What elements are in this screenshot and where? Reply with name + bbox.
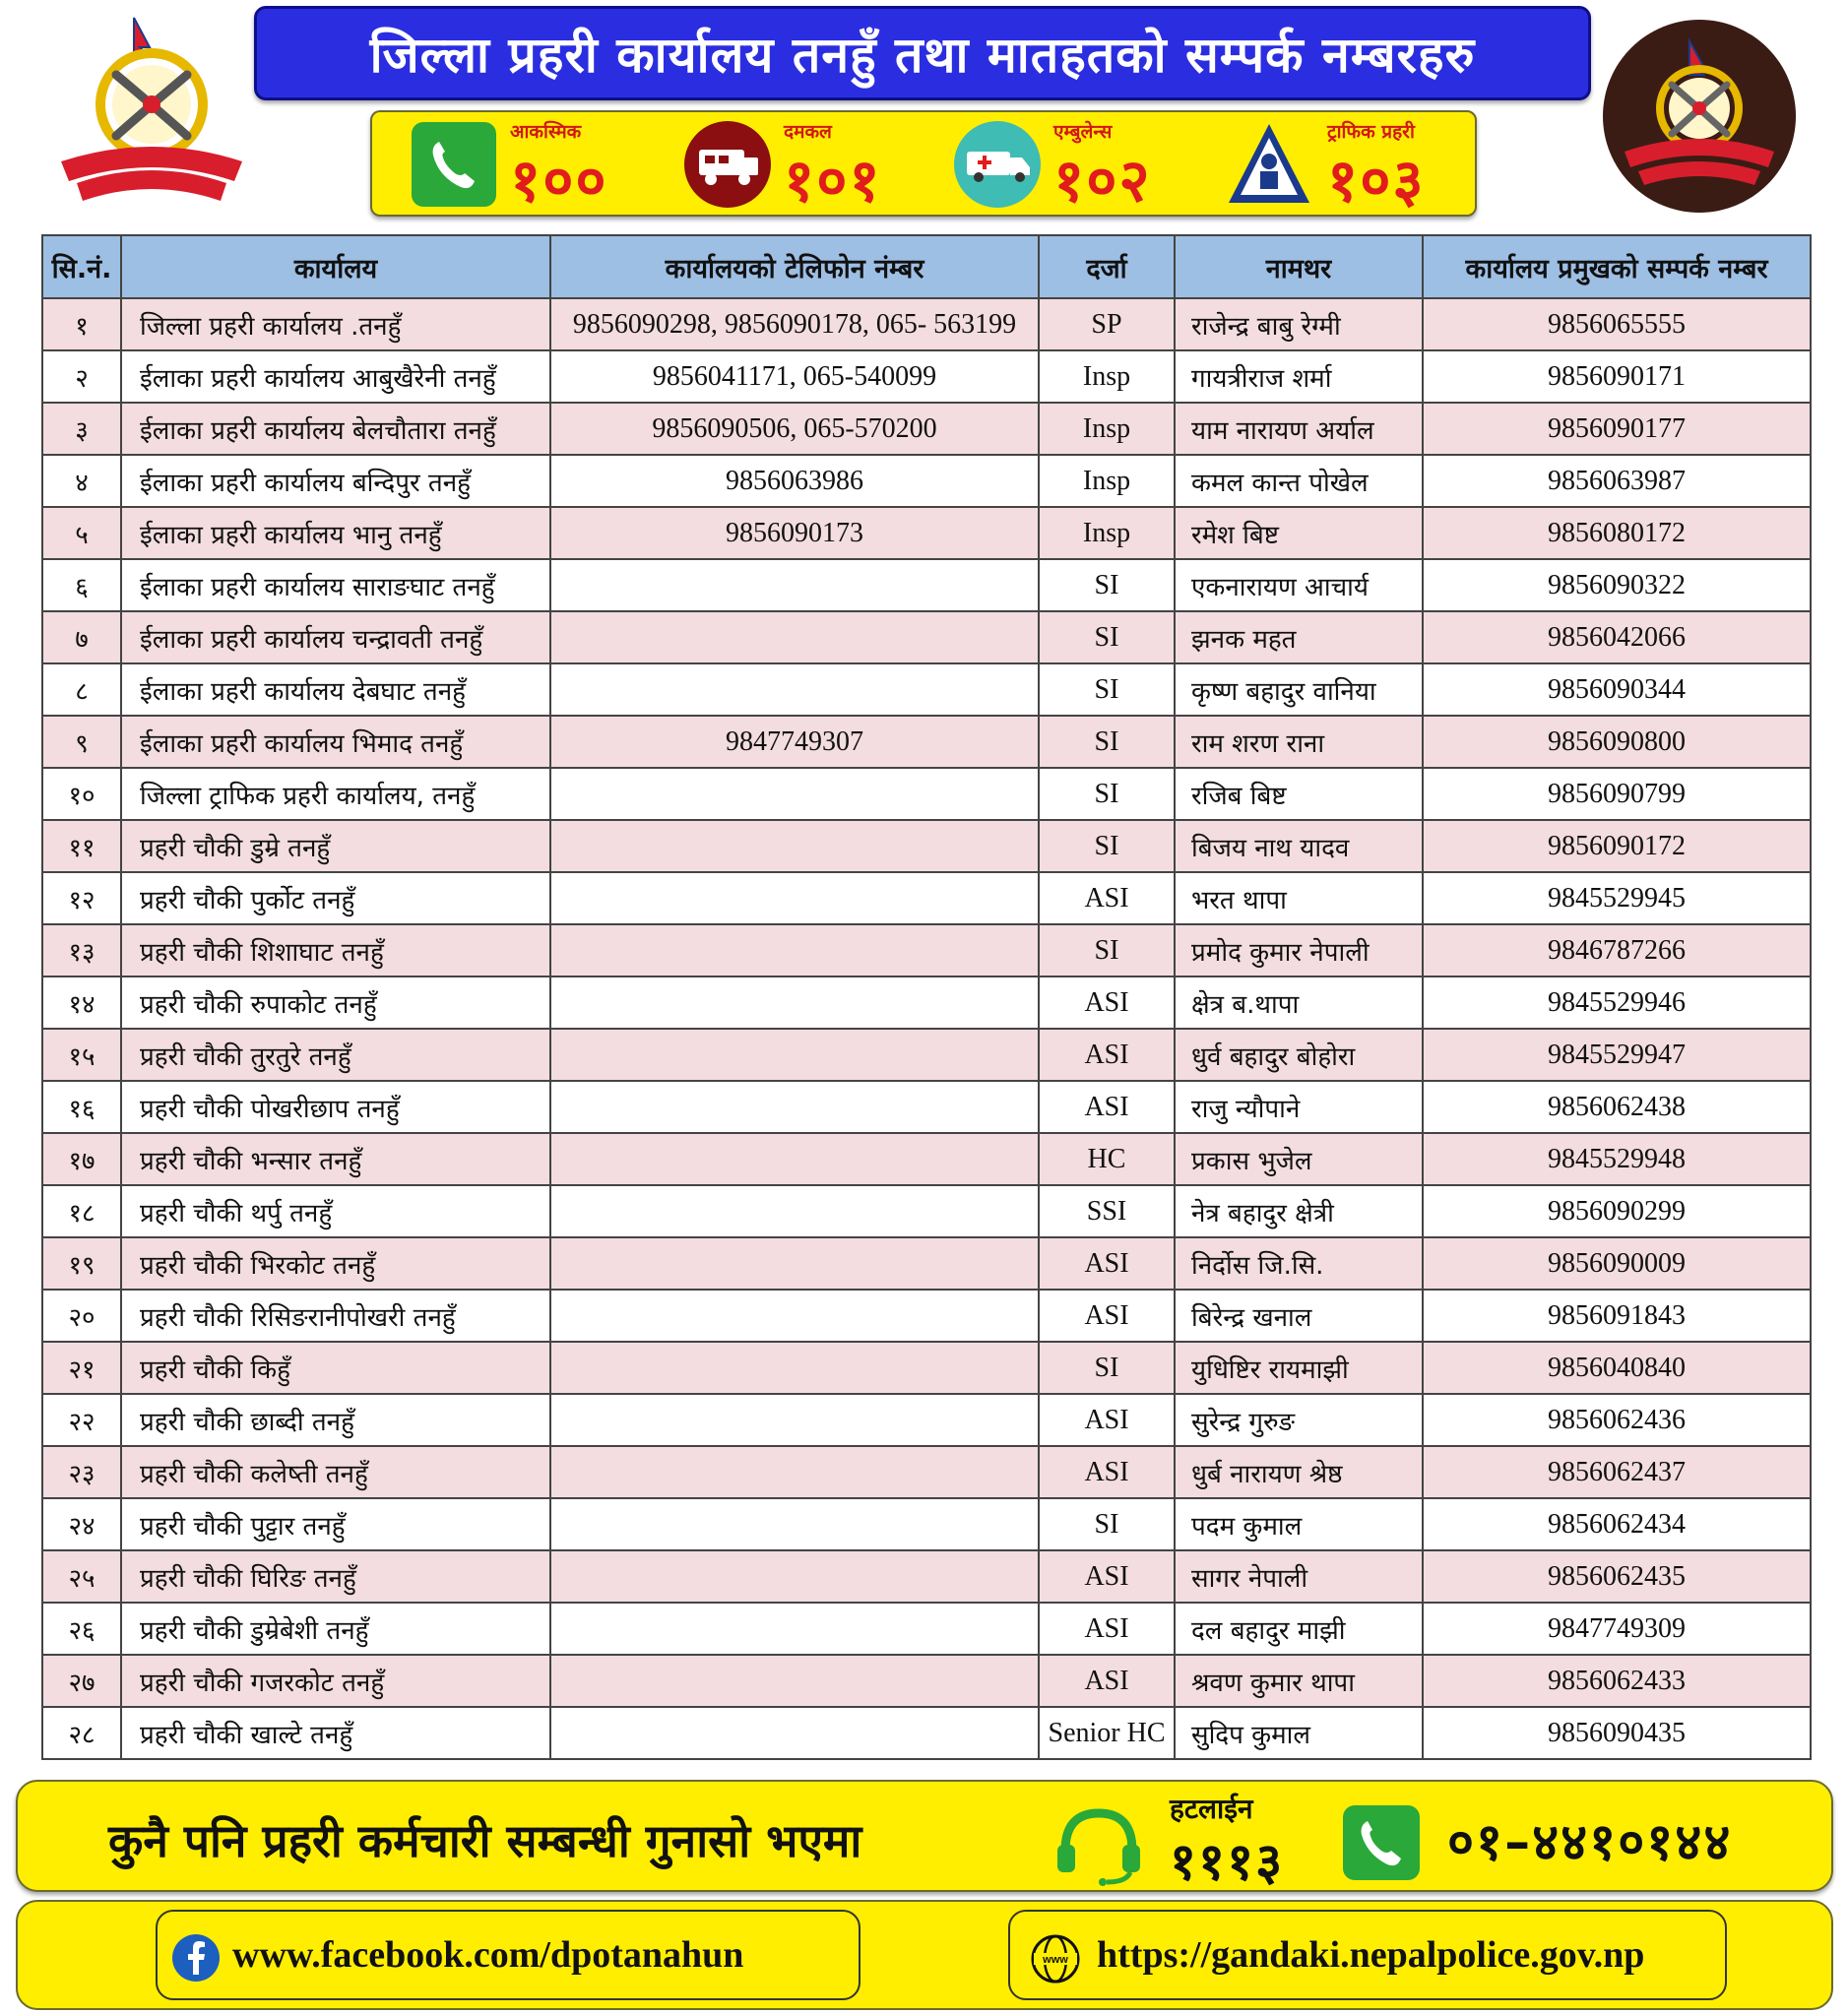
- table-row: [42, 611, 1811, 663]
- cell-office-phone[interactable]: [550, 1446, 1039, 1498]
- cell-office: प्रहरी चौकी पुर्कोट तनहुँ: [121, 872, 550, 924]
- cell-serial-number: २०: [42, 1290, 121, 1342]
- nepal-police-logo-right: [1599, 18, 1800, 215]
- cell-rank: SI: [1039, 663, 1175, 716]
- cell-name: भरत थापा: [1175, 872, 1423, 924]
- cell-office-phone[interactable]: [550, 1603, 1039, 1655]
- emergency-number: १००: [510, 147, 608, 216]
- cell-serial-number: १८: [42, 1185, 121, 1237]
- cell-serial-number: ८: [42, 663, 121, 716]
- cell-name: युधिष्टिर रायमाझी: [1175, 1342, 1423, 1394]
- cell-name: पदम कुमाल: [1175, 1498, 1423, 1550]
- column-header-office: कार्यालय: [121, 235, 550, 298]
- contact-table: [41, 234, 1812, 1760]
- cell-office-phone[interactable]: 9856090298, 9856090178, 065- 563199: [550, 298, 1039, 350]
- cell-serial-number: २६: [42, 1603, 121, 1655]
- cell-name: राम शरण राना: [1175, 716, 1423, 768]
- hotline-label: हटलाईन: [1170, 1793, 1253, 1825]
- cell-office-phone[interactable]: [550, 611, 1039, 663]
- cell-rank: Insp: [1039, 455, 1175, 507]
- cell-chief-contact[interactable]: 9856063987: [1423, 455, 1811, 507]
- table-row: [42, 1394, 1811, 1446]
- cell-chief-contact[interactable]: 9856090009: [1423, 1237, 1811, 1290]
- cell-name: निर्दोस जि.सि.: [1175, 1237, 1423, 1290]
- traffic-police-icon: [1225, 120, 1313, 209]
- cell-office: ईलाका प्रहरी कार्यालय देबघाट तनहुँ: [121, 663, 550, 716]
- website-link[interactable]: [1008, 1910, 1727, 2000]
- table-row: [42, 1133, 1811, 1185]
- cell-office: प्रहरी चौकी तुरतुरे तनहुँ: [121, 1029, 550, 1081]
- cell-office: प्रहरी चौकी छाब्दी तनहुँ: [121, 1394, 550, 1446]
- cell-chief-contact[interactable]: 9856040840: [1423, 1342, 1811, 1394]
- emergency-numbers-panel: [370, 110, 1477, 217]
- column-header-name: नामथर: [1175, 235, 1423, 298]
- cell-chief-contact[interactable]: 9845529947: [1423, 1029, 1811, 1081]
- cell-rank: SI: [1039, 1342, 1175, 1394]
- cell-chief-contact[interactable]: 9856065555: [1423, 298, 1811, 350]
- table-row: [42, 1550, 1811, 1603]
- cell-serial-number: १९: [42, 1237, 121, 1290]
- table-row: [42, 350, 1811, 403]
- emergency-label: ट्राफिक प्रहरी: [1327, 121, 1415, 143]
- table-row: [42, 1290, 1811, 1342]
- table-row: [42, 1707, 1811, 1759]
- table-row: [42, 507, 1811, 559]
- cell-chief-contact[interactable]: 9856062437: [1423, 1446, 1811, 1498]
- cell-name: एकनारायण आचार्य: [1175, 559, 1423, 611]
- column-header-rank: दर्जा: [1039, 235, 1175, 298]
- emergency-label: आकस्मिक: [510, 121, 582, 143]
- cell-serial-number: २१: [42, 1342, 121, 1394]
- cell-rank: SI: [1039, 820, 1175, 872]
- cell-office-phone[interactable]: [550, 1081, 1039, 1133]
- table-row: [42, 455, 1811, 507]
- cell-rank: SI: [1039, 716, 1175, 768]
- cell-office-phone[interactable]: [550, 1655, 1039, 1707]
- police-emblem-icon: [1599, 18, 1800, 215]
- ambulance-icon: [953, 120, 1042, 209]
- cell-rank: SI: [1039, 1498, 1175, 1550]
- cell-rank: Senior HC: [1039, 1707, 1175, 1759]
- cell-chief-contact[interactable]: 9856062433: [1423, 1655, 1811, 1707]
- cell-name: कृष्ण बहादुर वानिया: [1175, 663, 1423, 716]
- table-row: [42, 559, 1811, 611]
- table-row: [42, 924, 1811, 976]
- cell-chief-contact[interactable]: 9845529948: [1423, 1133, 1811, 1185]
- cell-serial-number: २७: [42, 1655, 121, 1707]
- emergency-number: १०३: [1327, 147, 1426, 216]
- table-row: [42, 1081, 1811, 1133]
- cell-rank: ASI: [1039, 1446, 1175, 1498]
- cell-name: बिजय नाथ यादव: [1175, 820, 1423, 872]
- cell-chief-contact[interactable]: 9856090172: [1423, 820, 1811, 872]
- cell-office: प्रहरी चौकी थर्पु तनहुँ: [121, 1185, 550, 1237]
- table-row: [42, 1446, 1811, 1498]
- cell-chief-contact[interactable]: 9847749309: [1423, 1603, 1811, 1655]
- table-row: [42, 976, 1811, 1029]
- facebook-url[interactable]: www.facebook.com/dpotanahun: [232, 1934, 744, 1976]
- contact-table-container: [41, 234, 1810, 1760]
- cell-name: राजु न्यौपाने: [1175, 1081, 1423, 1133]
- footer-links: [16, 1900, 1833, 2010]
- cell-chief-contact[interactable]: 9856042066: [1423, 611, 1811, 663]
- emergency-label: एम्बुलेन्स: [1053, 121, 1113, 143]
- police-emblem-icon: [47, 14, 256, 211]
- cell-office-phone[interactable]: [550, 820, 1039, 872]
- cell-office: प्रहरी चौकी पोखरीछाप तनहुँ: [121, 1081, 550, 1133]
- emergency-item[interactable]: [683, 112, 900, 219]
- column-header-sn: सि.नं.: [42, 235, 121, 298]
- cell-office-phone[interactable]: [550, 1498, 1039, 1550]
- cell-chief-contact[interactable]: 9856062436: [1423, 1394, 1811, 1446]
- cell-name: रजिब बिष्ट: [1175, 768, 1423, 820]
- cell-name: झनक महत: [1175, 611, 1423, 663]
- table-row: [42, 872, 1811, 924]
- cell-chief-contact[interactable]: 9856090435: [1423, 1707, 1811, 1759]
- cell-serial-number: ९: [42, 716, 121, 768]
- cell-name: राजेन्द्र बाबु रेग्मी: [1175, 298, 1423, 350]
- table-row: [42, 716, 1811, 768]
- grievance-banner: [16, 1780, 1833, 1892]
- cell-office-phone[interactable]: [550, 768, 1039, 820]
- cell-office-phone[interactable]: 9856041171, 065-540099: [550, 350, 1039, 403]
- cell-rank: ASI: [1039, 1394, 1175, 1446]
- cell-rank: SI: [1039, 559, 1175, 611]
- cell-name: दल बहादुर माझी: [1175, 1603, 1423, 1655]
- table-row: [42, 663, 1811, 716]
- cell-office-phone[interactable]: 9847749307: [550, 716, 1039, 768]
- table-body: [42, 298, 1811, 1759]
- cell-office: जिल्ला ट्राफिक प्रहरी कार्यालय, तनहुँ: [121, 768, 550, 820]
- cell-serial-number: ४: [42, 455, 121, 507]
- cell-serial-number: १६: [42, 1081, 121, 1133]
- cell-serial-number: २५: [42, 1550, 121, 1603]
- cell-name: गायत्रीराज शर्मा: [1175, 350, 1423, 403]
- emergency-number: १०१: [784, 147, 882, 216]
- cell-office: प्रहरी चौकी शिशाघाट तनहुँ: [121, 924, 550, 976]
- cell-office: प्रहरी चौकी खाल्टे तनहुँ: [121, 1707, 550, 1759]
- cell-rank: SI: [1039, 768, 1175, 820]
- table-row: [42, 403, 1811, 455]
- cell-chief-contact[interactable]: 9845529946: [1423, 976, 1811, 1029]
- cell-office: ईलाका प्रहरी कार्यालय आबुखैरेनी तनहुँ: [121, 350, 550, 403]
- table-row: [42, 1603, 1811, 1655]
- phone-icon: [1341, 1803, 1422, 1882]
- cell-rank: ASI: [1039, 1655, 1175, 1707]
- cell-serial-number: १३: [42, 924, 121, 976]
- cell-office: ईलाका प्रहरी कार्यालय बेलचौतारा तनहुँ: [121, 403, 550, 455]
- cell-rank: Insp: [1039, 403, 1175, 455]
- cell-serial-number: १०: [42, 768, 121, 820]
- cell-chief-contact[interactable]: 9856091843: [1423, 1290, 1811, 1342]
- cell-rank: ASI: [1039, 1290, 1175, 1342]
- cell-office: प्रहरी चौकी डुम्रे तनहुँ: [121, 820, 550, 872]
- cell-office: ईलाका प्रहरी कार्यालय साराङघाट तनहुँ: [121, 559, 550, 611]
- cell-serial-number: १७: [42, 1133, 121, 1185]
- cell-office: ईलाका प्रहरी कार्यालय चन्द्रावती तनहुँ: [121, 611, 550, 663]
- cell-rank: Insp: [1039, 507, 1175, 559]
- cell-name: रमेश बिष्ट: [1175, 507, 1423, 559]
- cell-rank: ASI: [1039, 1081, 1175, 1133]
- page-title: जिल्ला प्रहरी कार्यालय तनहुँ तथा मातहतको सम्पर्क नम्बरहरु: [254, 6, 1591, 100]
- cell-serial-number: ५: [42, 507, 121, 559]
- column-header-office-phone: कार्यालयको टेलिफोन नंम्बर: [550, 235, 1039, 298]
- cell-office: प्रहरी चौकी गजरकोट तनहुँ: [121, 1655, 550, 1707]
- cell-rank: ASI: [1039, 1029, 1175, 1081]
- cell-office-phone[interactable]: [550, 1290, 1039, 1342]
- cell-rank: ASI: [1039, 976, 1175, 1029]
- cell-chief-contact[interactable]: 9856062435: [1423, 1550, 1811, 1603]
- cell-office-phone[interactable]: [550, 559, 1039, 611]
- cell-chief-contact[interactable]: 9845529945: [1423, 872, 1811, 924]
- emergency-item[interactable]: [1225, 112, 1461, 219]
- cell-office: प्रहरी चौकी भिरकोट तनहुँ: [121, 1237, 550, 1290]
- cell-serial-number: २८: [42, 1707, 121, 1759]
- column-header-chief-contact: कार्यालय प्रमुखको सम्पर्क नम्बर: [1423, 235, 1811, 298]
- cell-office: ईलाका प्रहरी कार्यालय भानु तनहुँ: [121, 507, 550, 559]
- cell-office: प्रहरी चौकी रुपाकोट तनहुँ: [121, 976, 550, 1029]
- cell-office-phone[interactable]: [550, 1394, 1039, 1446]
- table-row: [42, 1185, 1811, 1237]
- cell-office-phone[interactable]: [550, 1550, 1039, 1603]
- cell-name: सुदिप कुमाल: [1175, 1707, 1423, 1759]
- cell-serial-number: १५: [42, 1029, 121, 1081]
- cell-office-phone[interactable]: [550, 976, 1039, 1029]
- table-row: [42, 1342, 1811, 1394]
- hotline-number[interactable]: १११३: [1170, 1833, 1285, 1892]
- cell-office: प्रहरी चौकी भन्सार तनहुँ: [121, 1133, 550, 1185]
- cell-chief-contact[interactable]: 9856090344: [1423, 663, 1811, 716]
- cell-office: प्रहरी चौकी पुट्टार तनहुँ: [121, 1498, 550, 1550]
- cell-serial-number: ३: [42, 403, 121, 455]
- cell-name: प्रमोद कुमार नेपाली: [1175, 924, 1423, 976]
- emergency-item[interactable]: [953, 112, 1189, 219]
- cell-serial-number: १: [42, 298, 121, 350]
- cell-serial-number: १२: [42, 872, 121, 924]
- table-row: [42, 820, 1811, 872]
- nepal-police-logo-left: [47, 14, 256, 211]
- cell-office: प्रहरी चौकी घिरिङ तनहुँ: [121, 1550, 550, 1603]
- cell-serial-number: २४: [42, 1498, 121, 1550]
- cell-office-phone[interactable]: [550, 1133, 1039, 1185]
- cell-name: सागर नेपाली: [1175, 1550, 1423, 1603]
- cell-name: सुरेन्द्र गुरुङ: [1175, 1394, 1423, 1446]
- facebook-link[interactable]: [156, 1910, 860, 2000]
- cell-office: प्रहरी चौकी रिसिङरानीपोखरी तनहुँ: [121, 1290, 550, 1342]
- cell-office: प्रहरी चौकी किहुँ: [121, 1342, 550, 1394]
- cell-rank: ASI: [1039, 1550, 1175, 1603]
- phone-icon: [410, 120, 498, 209]
- cell-name: कमल कान्त पोखेल: [1175, 455, 1423, 507]
- cell-name: क्षेत्र ब.थापा: [1175, 976, 1423, 1029]
- cell-office: प्रहरी चौकी डुम्रेबेशी तनहुँ: [121, 1603, 550, 1655]
- table-row: [42, 1237, 1811, 1290]
- cell-name: प्रकास भुजेल: [1175, 1133, 1423, 1185]
- cell-office: जिल्ला प्रहरी कार्यालय .तनहुँ: [121, 298, 550, 350]
- cell-name: नेत्र बहादुर क्षेत्री: [1175, 1185, 1423, 1237]
- cell-serial-number: २२: [42, 1394, 121, 1446]
- cell-rank: SI: [1039, 611, 1175, 663]
- cell-office-phone[interactable]: [550, 1342, 1039, 1394]
- cell-serial-number: २३: [42, 1446, 121, 1498]
- cell-name: धुर्ब नारायण श्रेष्ठ: [1175, 1446, 1423, 1498]
- cell-serial-number: २: [42, 350, 121, 403]
- cell-office-phone[interactable]: [550, 1707, 1039, 1759]
- fire-truck-icon: [683, 120, 772, 209]
- cell-office-phone[interactable]: [550, 1029, 1039, 1081]
- cell-chief-contact[interactable]: 9856090171: [1423, 350, 1811, 403]
- cell-office-phone[interactable]: [550, 1185, 1039, 1237]
- cell-office: ईलाका प्रहरी कार्यालय बन्दिपुर तनहुँ: [121, 455, 550, 507]
- cell-rank: SSI: [1039, 1185, 1175, 1237]
- cell-chief-contact[interactable]: 9856062438: [1423, 1081, 1811, 1133]
- cell-chief-contact[interactable]: 9856090177: [1423, 403, 1811, 455]
- cell-rank: SP: [1039, 298, 1175, 350]
- cell-rank: ASI: [1039, 1237, 1175, 1290]
- cell-name: धुर्व बहादुर बोहोरा: [1175, 1029, 1423, 1081]
- cell-office: ईलाका प्रहरी कार्यालय भिमाद तनहुँ: [121, 716, 550, 768]
- cell-office: प्रहरी चौकी कलेष्ती तनहुँ: [121, 1446, 550, 1498]
- cell-serial-number: ११: [42, 820, 121, 872]
- facebook-icon: [171, 1933, 221, 1983]
- table-row: [42, 1655, 1811, 1707]
- cell-name: बिरेन्द्र खनाल: [1175, 1290, 1423, 1342]
- cell-rank: ASI: [1039, 1603, 1175, 1655]
- cell-chief-contact[interactable]: 9856090322: [1423, 559, 1811, 611]
- cell-office-phone[interactable]: 9856063986: [550, 455, 1039, 507]
- globe-icon: [1030, 1933, 1081, 1984]
- cell-serial-number: ६: [42, 559, 121, 611]
- table-row: [42, 1498, 1811, 1550]
- cell-chief-contact[interactable]: 9856090800: [1423, 716, 1811, 768]
- cell-rank: Insp: [1039, 350, 1175, 403]
- svg-text:www: www: [1043, 1954, 1068, 1966]
- cell-office-phone[interactable]: 9856090506, 065-570200: [550, 403, 1039, 455]
- cell-office-phone[interactable]: [550, 872, 1039, 924]
- table-row: [42, 1029, 1811, 1081]
- table-row: [42, 768, 1811, 820]
- cell-serial-number: ७: [42, 611, 121, 663]
- cell-office-phone[interactable]: [550, 1237, 1039, 1290]
- cell-serial-number: १४: [42, 976, 121, 1029]
- table-row: [42, 298, 1811, 350]
- cell-rank: SI: [1039, 924, 1175, 976]
- cell-office-phone[interactable]: [550, 924, 1039, 976]
- headset-icon: [1051, 1803, 1146, 1886]
- cell-chief-contact[interactable]: 9856090799: [1423, 768, 1811, 820]
- cell-chief-contact[interactable]: 9856090299: [1423, 1185, 1811, 1237]
- cell-office-phone[interactable]: [550, 663, 1039, 716]
- grievance-phone-number[interactable]: ०१–४४१०१४४: [1447, 1813, 1733, 1872]
- emergency-number: १०२: [1053, 147, 1152, 216]
- cell-name: याम नारायण अर्याल: [1175, 403, 1423, 455]
- cell-rank: ASI: [1039, 872, 1175, 924]
- cell-chief-contact[interactable]: 9846787266: [1423, 924, 1811, 976]
- website-url[interactable]: https://gandaki.nepalpolice.gov.np: [1097, 1934, 1645, 1976]
- emergency-item[interactable]: [410, 112, 626, 219]
- cell-office-phone[interactable]: 9856090173: [550, 507, 1039, 559]
- cell-chief-contact[interactable]: 9856062434: [1423, 1498, 1811, 1550]
- emergency-label: दमकल: [784, 121, 832, 143]
- table-header-row: [42, 235, 1811, 298]
- cell-rank: HC: [1039, 1133, 1175, 1185]
- cell-chief-contact[interactable]: 9856080172: [1423, 507, 1811, 559]
- cell-name: श्रवण कुमार थापा: [1175, 1655, 1423, 1707]
- grievance-text: कुनै पनि प्रहरी कर्मचारी सम्बन्धी गुनासो भएमा: [108, 1814, 862, 1867]
